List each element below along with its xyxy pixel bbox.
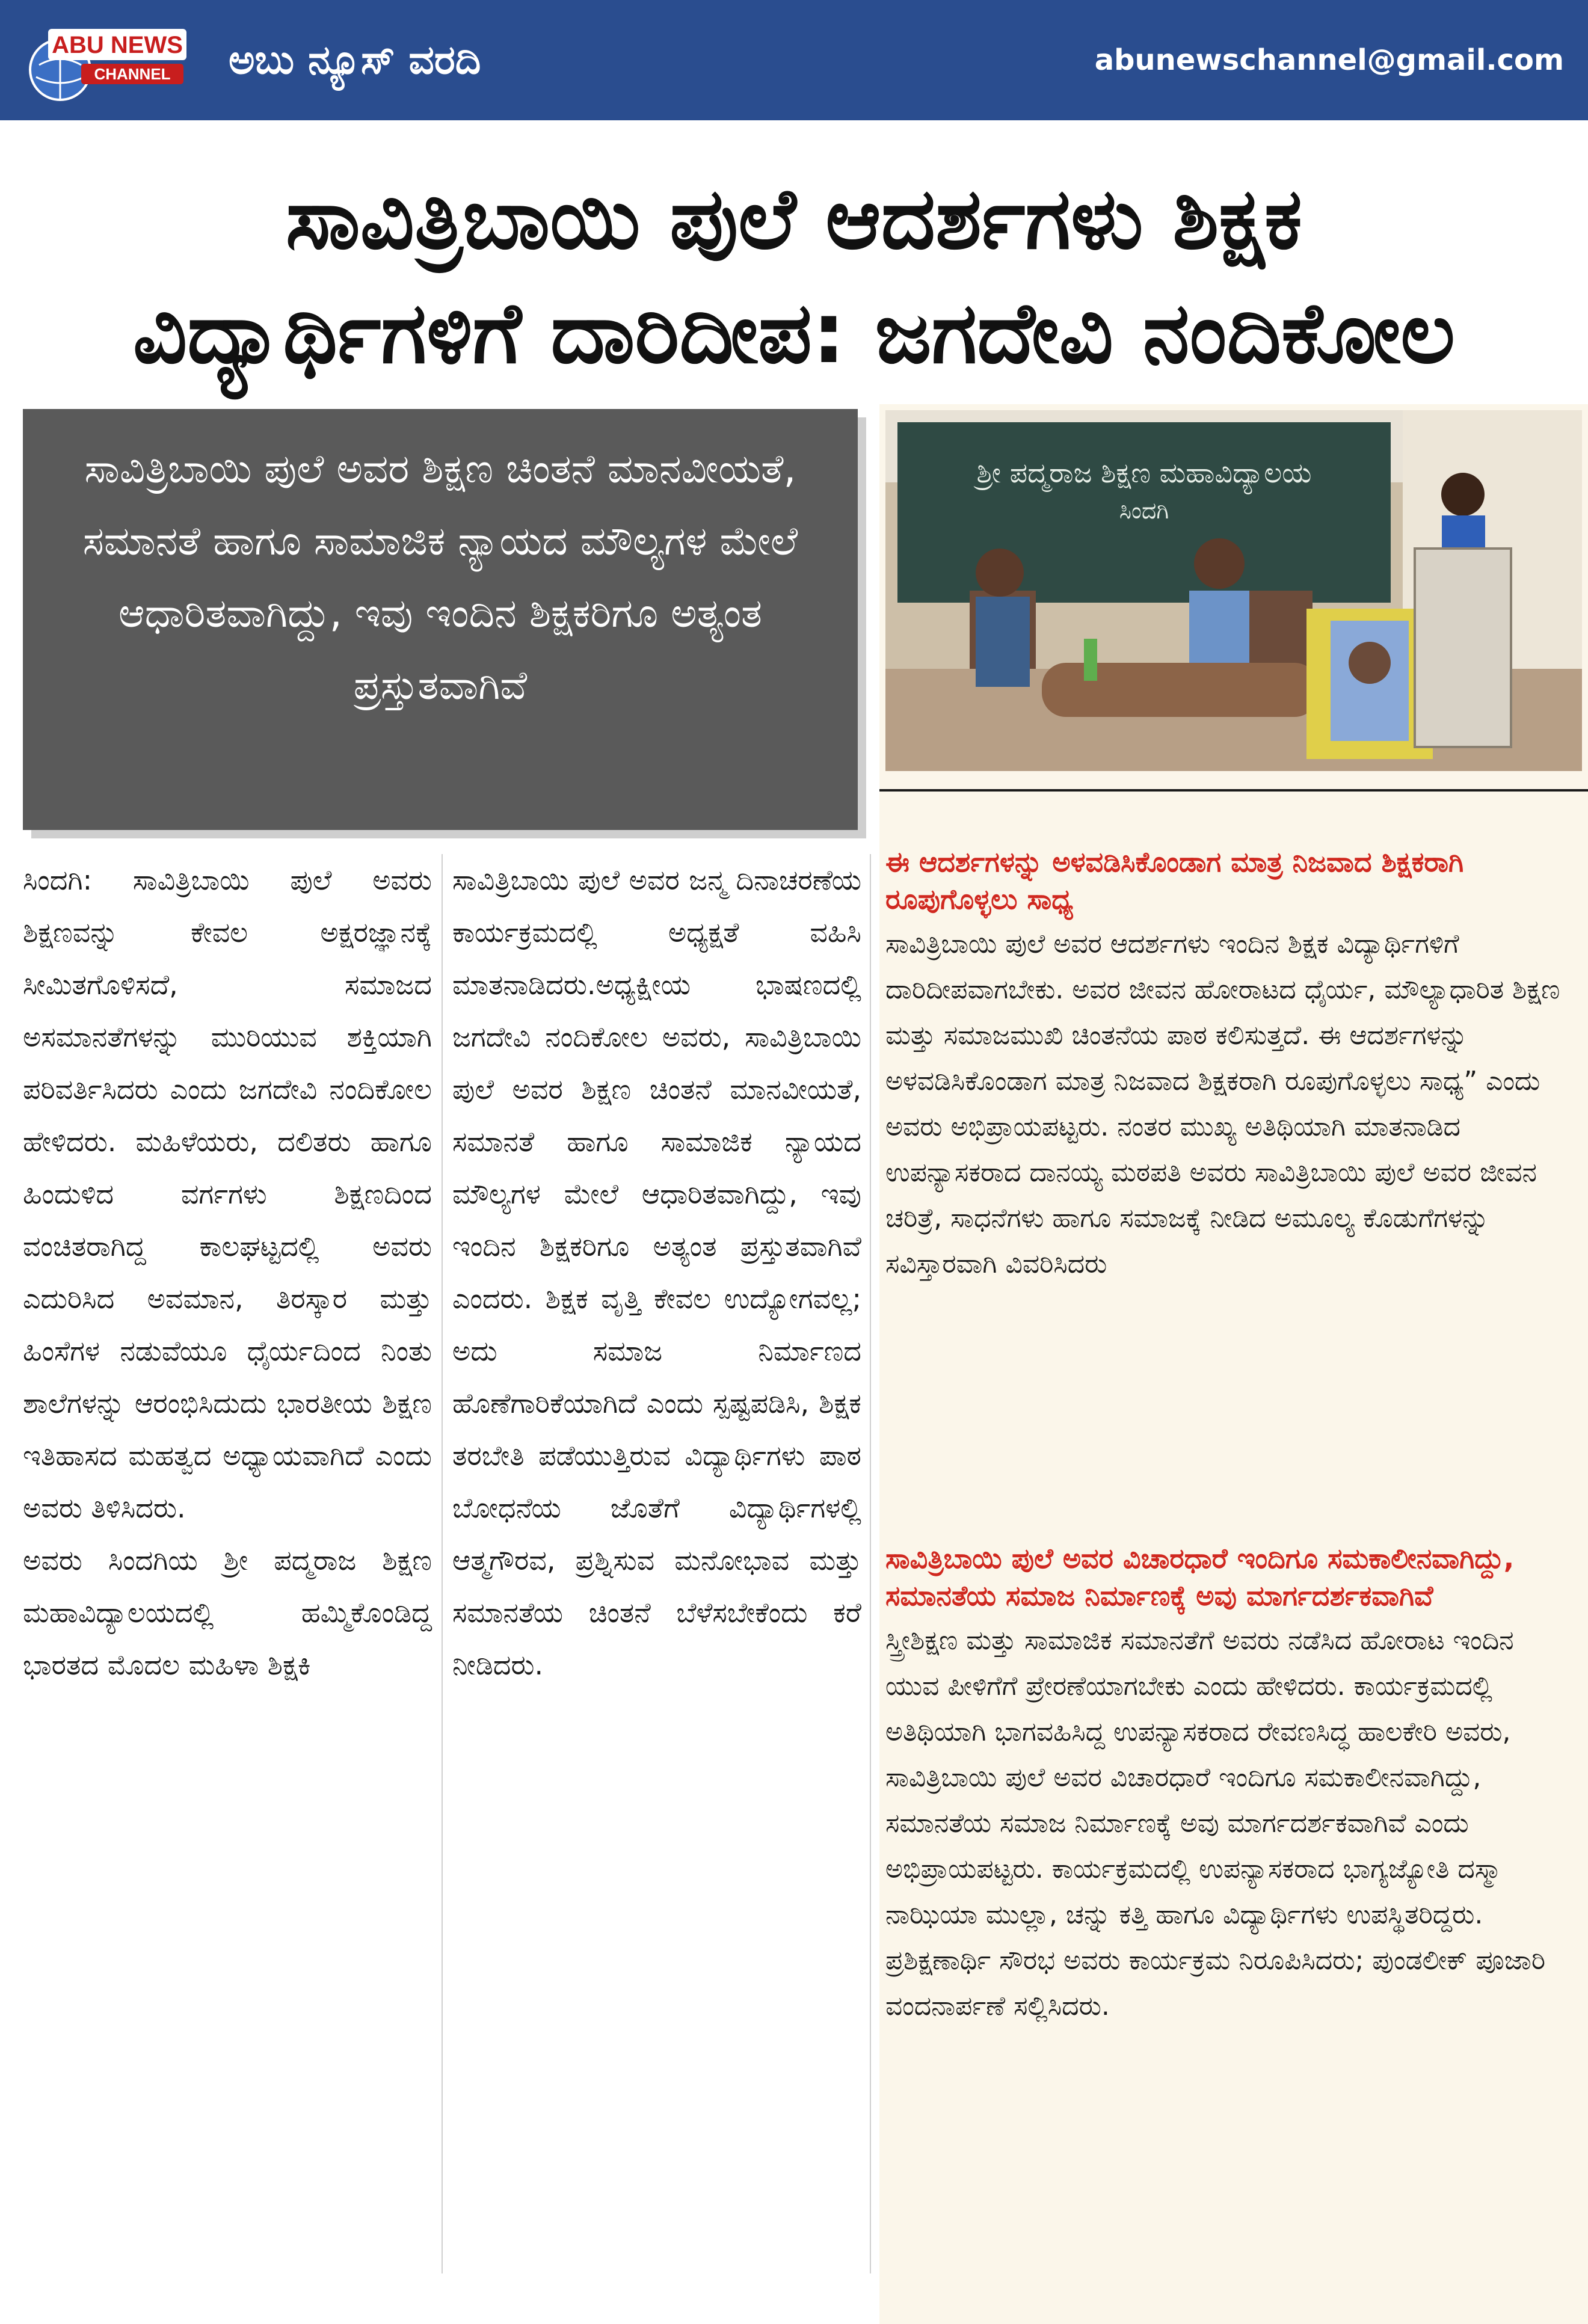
article-paragraph: ಅವರು ಸಿಂದಗಿಯ ಶ್ರೀ ಪದ್ಮರಾಜ ಶಿಕ್ಷಣ ಮಹಾವಿದ್ಯಾಲಯದಲ್ಲಿ ಹಮ್ಮಿಕೊಂಡಿದ್ದ ಭಾರತದ ಮೊದಲ ಮಹಿಳಾ ಶಿಕ್ಷಕಿ xyxy=(23,1544,432,1681)
section-body: ಸಾವಿತ್ರಿಬಾಯಿ ಪುಲೆ ಅವರ ಆದರ್ಶಗಳು ಇಂದಿನ ಶಿಕ್ಷಕ ವಿದ್ಯಾರ್ಥಿಗಳಿಗೆ ದಾರಿದೀಪವಾಗಬೇಕು. ಅವರ ಜೀವನ ಹೋರಾಟದ ಧೈರ್ಯ, ಮೌಲ್ಯಾಧಾರಿತ ಶಿಕ್ಷಣ ಮತ್ತು ಸಮಾಜಮುಖಿ ಚಿಂತನೆಯ ಪಾಠ ಕಲಿಸುತ್ತದೆ. ಈ ಆದರ್ಶಗಳನ್ನು ಅಳವಡಿಸಿಕೊಂಡಾಗ ಮಾತ್ರ ನಿಜವಾದ ಶಿಕ್ಷಕರಾಗಿ ರೂಪುಗೊಳ್ಳಲು ಸಾಧ್ಯ” ಎಂದು ಅವರು ಅಭಿಪ್ರಾಯಪಟ್ಟರು. ನಂತರ ಮುಖ್ಯ ಅತಿಥಿಯಾಗಿ ಮಾತನಾಡಿದ ಉಪನ್ಯಾಸಕರಾದ ದಾನಯ್ಯ ಮಠಪತಿ ಅವರು ಸಾವಿತ್ರಿಬಾಯಿ ಪುಲೆ ಅವರ ಜೀವನ ಚರಿತ್ರೆ, ಸಾಧನೆಗಳು ಹಾಗೂ ಸಮಾಜಕ್ಕೆ ನೀಡಿದ ಅಮೂಲ್ಯ ಕೊಡುಗೆಗಳನ್ನು ಸವಿಸ್ತಾರವಾಗಿ ವಿವರಿಸಿದರು xyxy=(885,929,1560,1279)
article-paragraph: ಸಾವಿತ್ರಿಬಾಯಿ ಪುಲೆ ಅವರ ಜನ್ಮ ದಿನಾಚರಣೆಯ ಕಾರ್ಯಕ್ರಮದಲ್ಲಿ ಅಧ್ಯಕ್ಷತೆ ವಹಿಸಿ ಮಾತನಾಡಿದರು.ಅಧ್ಯಕ್ಷೀಯ ಭಾಷಣದಲ್ಲಿ ಜಗದೇವಿ ನಂದಿಕೋಲ ಅವರು, ಸಾವಿತ್ರಿಬಾಯಿ ಪುಲೆ ಅವರ ಶಿಕ್ಷಣ ಚಿಂತನೆ ಮಾನವೀಯತೆ, ಸಮಾನತೆ ಹಾಗೂ ಸಾಮಾಜಿಕ ನ್ಯಾಯದ ಮೌಲ್ಯಗಳ ಮೇಲೆ ಆಧಾರಿತವಾಗಿದ್ದು, ಇವು ಇಂದಿನ ಶಿಕ್ಷಕರಿಗೂ ಅತ್ಯಂತ ಪ್ರಸ್ತುತವಾಗಿವೆ ಎಂದರು. ಶಿಕ್ಷಕ ವೃತ್ತಿ ಕೇವಲ ಉದ್ಯೋಗವಲ್ಲ; ಅದು ಸಮಾಜ ನಿರ್ಮಾಣದ ಹೊಣೆಗಾರಿಕೆಯಾಗಿದೆ ಎಂದು ಸ್ಪಷ್ಟಪಡಿಸಿ, ಶಿಕ್ಷಕ ತರಬೇತಿ ಪಡೆಯುತ್ತಿರುವ ವಿದ್ಯಾರ್ಥಿಗಳು ಪಾಠ ಬೋಧನೆಯ ಜೊತೆಗೆ ವಿದ್ಯಾರ್ಥಿಗಳಲ್ಲಿ ಆತ್ಮಗೌರವ, ಪ್ರಶ್ನಿಸುವ ಮನೋಭಾವ ಮತ್ತು ಸಮಾನತೆಯ ಚಿಂತನೆ ಬೆಳೆಸಬೇಕೆಂದು ಕರೆ ನೀಡಿದರು. xyxy=(452,864,861,1681)
column-divider xyxy=(870,854,871,2273)
section-body: ಸ್ತ್ರೀಶಿಕ್ಷಣ ಮತ್ತು ಸಾಮಾಜಿಕ ಸಮಾನತೆಗೆ ಅವರು ನಡೆಸಿದ ಹೋರಾಟ ಇಂದಿನ ಯುವ ಪೀಳಿಗೆಗೆ ಪ್ರೇರಣೆಯಾಗಬೇಕು ಎಂದು ಹೇಳಿದರು. ಕಾರ್ಯಕ್ರಮದಲ್ಲಿ ಅತಿಥಿಯಾಗಿ ಭಾಗವಹಿಸಿದ್ದ ಉಪನ್ಯಾಸಕರಾದ ರೇವಣಸಿದ್ಧ ಹಾಲಕೇರಿ ಅವರು, ಸಾವಿತ್ರಿಬಾಯಿ ಪುಲೆ ಅವರ ವಿಚಾರಧಾರೆ ಇಂದಿಗೂ ಸಮಕಾಲೀನವಾಗಿದ್ದು, ಸಮಾನತೆಯ ಸಮಾಜ ನಿರ್ಮಾಣಕ್ಕೆ ಅವು ಮಾರ್ಗದರ್ಶಕವಾಗಿವೆ ಎಂದು ಅಭಿಪ್ರಾಯಪಟ್ಟರು. ಕಾರ್ಯಕ್ರಮದಲ್ಲಿ ಉಪನ್ಯಾಸಕರಾದ ಭಾಗ್ಯಜ್ಯೋತಿ ದಸ್ಮಾ ನಾಝಿಯಾ ಮುಲ್ಲಾ, ಚನ್ನು ಕತ್ತಿ ಹಾಗೂ ವಿದ್ಯಾರ್ಥಿಗಳು ಉಪಸ್ಥಿತರಿದ್ದರು. ಪ್ರಶಿಕ್ಷಣಾರ್ಥಿ ಸೌರಭ ಅವರು ಕಾರ್ಯಕ್ರಮ ನಿರೂಪಿಸಿದರು; ಪುಂಡಲೀಕ್ ಪೂಜಾರಿ ವಂದನಾರ್ಪಣೆ ಸಲ್ಲಿಸಿದರು. xyxy=(885,1625,1546,2021)
article-paragraph: ಸಿಂದಗಿ: ಸಾವಿತ್ರಿಬಾಯಿ ಪುಲೆ ಅವರು ಶಿಕ್ಷಣವನ್ನು ಕೇವಲ ಅಕ್ಷರಜ್ಞಾನಕ್ಕೆ ಸೀಮಿತಗೊಳಿಸದೆ, ಸಮಾಜದ ಅಸಮಾನತೆಗಳನ್ನು ಮುರಿಯುವ ಶಕ್ತಿಯಾಗಿ ಪರಿವರ್ತಿಸಿದರು ಎಂದು ಜಗದೇವಿ ನಂದಿಕೋಲ ಹೇಳಿದರು. ಮಹಿಳೆಯರು, ದಲಿತರು ಹಾಗೂ ಹಿಂದುಳಿದ ವರ್ಗಗಳು ಶಿಕ್ಷಣದಿಂದ ವಂಚಿತರಾಗಿದ್ದ ಕಾಲಘಟ್ಟದಲ್ಲಿ ಅವರು ಎದುರಿಸಿದ ಅವಮಾನ, ತಿರಸ್ಕಾರ ಮತ್ತು ಹಿಂಸೆಗಳ ನಡುವೆಯೂ ಧೈರ್ಯದಿಂದ ನಿಂತು ಶಾಲೆಗಳನ್ನು ಆರಂಭಿಸಿದುದು ಭಾರತೀಯ ಶಿಕ್ಷಣ ಇತಿಹಾಸದ ಮಹತ್ವದ ಅಧ್ಯಾಯವಾಗಿದೆ ಎಂದು ಅವರು ತಿಳಿಸಿದರು. xyxy=(23,864,432,1524)
sidebar-section-1 xyxy=(885,843,1571,1287)
pull-quote-text: ಸಾವಿತ್ರಿಬಾಯಿ ಪುಲೆ ಅವರ ಶಿಕ್ಷಣ ಚಿಂತನೆ ಮಾನವೀಯತೆ, ಸಮಾನತೆ ಹಾಗೂ ಸಾಮಾಜಿಕ ನ್ಯಾಯದ ಮೌಲ್ಯಗಳ ಮೇಲೆ ಆಧಾರಿತವಾಗಿದ್ದು, ಇವು ಇಂದಿನ ಶಿಕ್ಷಕರಿಗೂ ಅತ್ಯಂತ ಪ್ರಸ್ತುತವಾಗಿವೆ xyxy=(82,446,798,709)
board-text-2: ಸಿಂದಗಿ xyxy=(1119,497,1169,524)
logo-subword: CHANNEL xyxy=(94,65,171,83)
event-photo xyxy=(885,410,1582,771)
header-bar xyxy=(0,0,1588,120)
article-column-1 xyxy=(23,854,432,1691)
article-column-2 xyxy=(452,854,861,1691)
logo-wordmark: ABU NEWS xyxy=(52,32,183,58)
photo-divider xyxy=(879,789,1588,792)
sidebar-section-2 xyxy=(885,1540,1571,2029)
section-heading: ಸಾವಿತ್ರಿಬಾಯಿ ಪುಲೆ ಅವರ ವಿಚಾರಧಾರೆ ಇಂದಿಗೂ ಸಮಕಾಲೀನವಾಗಿದ್ದು, ಸಮಾನತೆಯ ಸಮಾಜ ನಿರ್ಮಾಣಕ್ಕೆ ಅವು ಮಾರ್ಗದರ್ಶಕವಾಗಿವೆ xyxy=(885,1542,1515,1612)
column-divider xyxy=(442,854,443,2273)
pull-quote-box xyxy=(23,409,858,830)
board-text: ಶ್ರೀ ಪದ್ಮರಾಜ ಶಿಕ್ಷಣ ಮಹಾವಿದ್ಯಾಲಯ xyxy=(976,456,1312,489)
headline-line-1: ಸಾವಿತ್ರಿಬಾಯಿ ಪುಲೆ ಆದರ್ಶಗಳು ಶಿಕ್ಷಕ xyxy=(285,170,1302,268)
abu-news-logo xyxy=(24,17,192,107)
section-heading: ಈ ಆದರ್ಶಗಳನ್ನು ಅಳವಡಿಸಿಕೊಂಡಾಗ ಮಾತ್ರ ನಿಜವಾದ ಶಿಕ್ಷಕರಾಗಿ ರೂಪುಗೊಳ್ಳಲು ಸಾಧ್ಯ xyxy=(885,846,1464,915)
headline-line-2: ವಿದ್ಯಾರ್ಥಿಗಳಿಗೆ ದಾರಿದೀಪ: ಜಗದೇವಿ ನಂದಿಕೋಲ xyxy=(132,284,1456,383)
headline xyxy=(0,162,1588,391)
brand-title: ಅಬು ನ್ಯೂಸ್ ವರದಿ xyxy=(229,37,481,83)
contact-email[interactable]: abunewschannel@gmail.com xyxy=(1094,43,1564,77)
